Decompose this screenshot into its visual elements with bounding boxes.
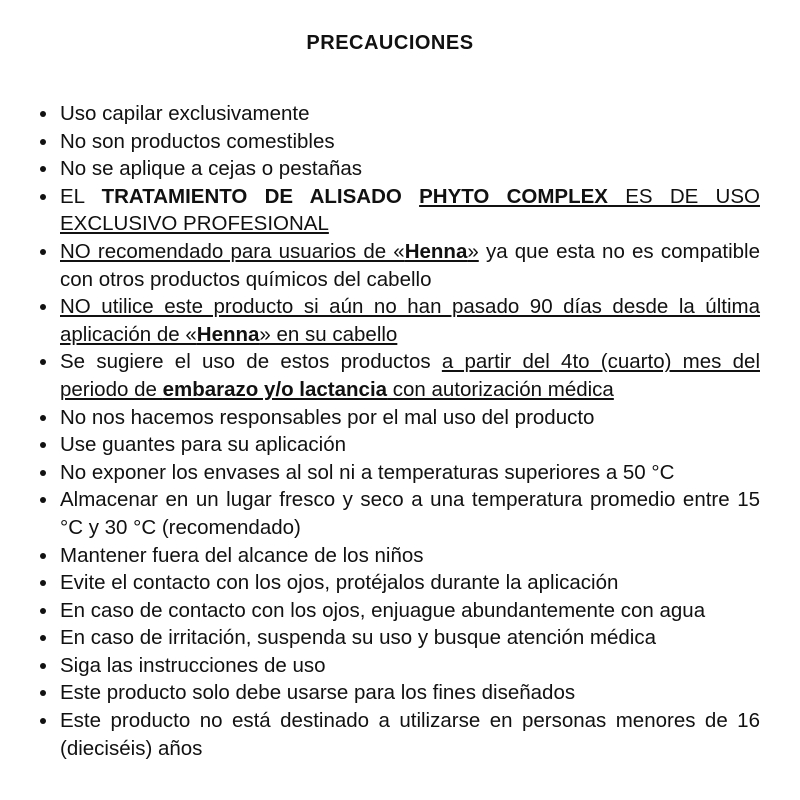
item-text: No se aplique a cejas o pestañas <box>60 157 363 181</box>
list-item <box>40 679 760 707</box>
item-underlined-text: con autorización médica <box>387 377 614 401</box>
item-text: En caso de irritación, suspenda su uso y busque atención médica <box>60 626 657 650</box>
list-item <box>40 707 760 762</box>
item-underlined-text: » en su cabello <box>259 322 398 346</box>
item-text: Este producto no está destinado a utilizarse en personas menores de 16 (dieciséis) años <box>60 709 760 760</box>
item-underlined-text: NO utilice este producto si aún no han pasado 90 días desde la última aplicación de « <box>60 295 760 346</box>
list-item <box>40 100 760 128</box>
list-item <box>40 624 760 652</box>
list-item <box>40 155 760 183</box>
item-text: Se sugiere el uso de estos productos <box>60 350 442 374</box>
list-item <box>40 486 760 541</box>
item-bold-underlined-text: Henna <box>196 322 260 346</box>
item-text: ya que esta no es compatible con otros productos químicos del cabello <box>60 239 760 291</box>
item-text: Uso capilar exclusivamente <box>60 102 310 125</box>
item-text: Siga las instrucciones de uso <box>60 653 326 677</box>
list-item <box>40 459 760 487</box>
list-item <box>40 293 760 348</box>
item-underlined-text: » <box>467 239 479 263</box>
item-text <box>402 185 419 208</box>
item-bold-text: TRATAMIENTO DE ALISADO <box>101 184 402 208</box>
item-text: Este producto solo debe usarse para los fines diseñados <box>60 681 576 705</box>
list-item <box>40 652 760 680</box>
item-text: Use guantes para su aplicación <box>60 433 347 457</box>
list-item <box>40 128 760 156</box>
item-text: No exponer los envases al sol ni a temperaturas superiores a 50 °C <box>60 460 675 484</box>
precautions-list <box>40 100 760 762</box>
list-item <box>40 542 760 570</box>
item-text: Mantener fuera del alcance de los niños <box>60 543 424 567</box>
item-bold-underlined-text: embarazo y/o lactancia <box>162 377 388 401</box>
item-underlined-text: a partir del 4to (cuarto) mes del periodo de <box>60 350 760 401</box>
item-text: EL <box>60 184 102 208</box>
list-item <box>40 238 760 293</box>
list-item <box>40 348 760 403</box>
item-text: En caso de contacto con los ojos, enjuague abundantemente con agua <box>60 598 706 622</box>
list-item <box>40 597 760 625</box>
item-underlined-text: NO recomendado para usuarios de « <box>60 239 405 263</box>
item-underlined-text: ES DE USO EXCLUSIVO PROFESIONAL <box>60 184 760 236</box>
item-bold-underlined-text: Henna <box>404 239 468 263</box>
list-item <box>40 431 760 459</box>
item-text: Almacenar en un lugar fresco y seco a una temperatura promedio entre 15 °C y 30 °C (recomendado) <box>60 488 760 539</box>
item-text: Evite el contacto con los ojos, protéjalos durante la aplicación <box>60 571 619 595</box>
item-bold-underlined-text: PHYTO COMPLEX <box>419 184 608 208</box>
list-item <box>40 404 760 432</box>
item-text: No nos hacemos responsables por el mal uso del producto <box>60 405 595 429</box>
page-title: PRECAUCIONES <box>306 32 474 54</box>
list-item <box>40 183 760 238</box>
item-text: No son productos comestibles <box>60 129 335 153</box>
list-item <box>40 569 760 597</box>
